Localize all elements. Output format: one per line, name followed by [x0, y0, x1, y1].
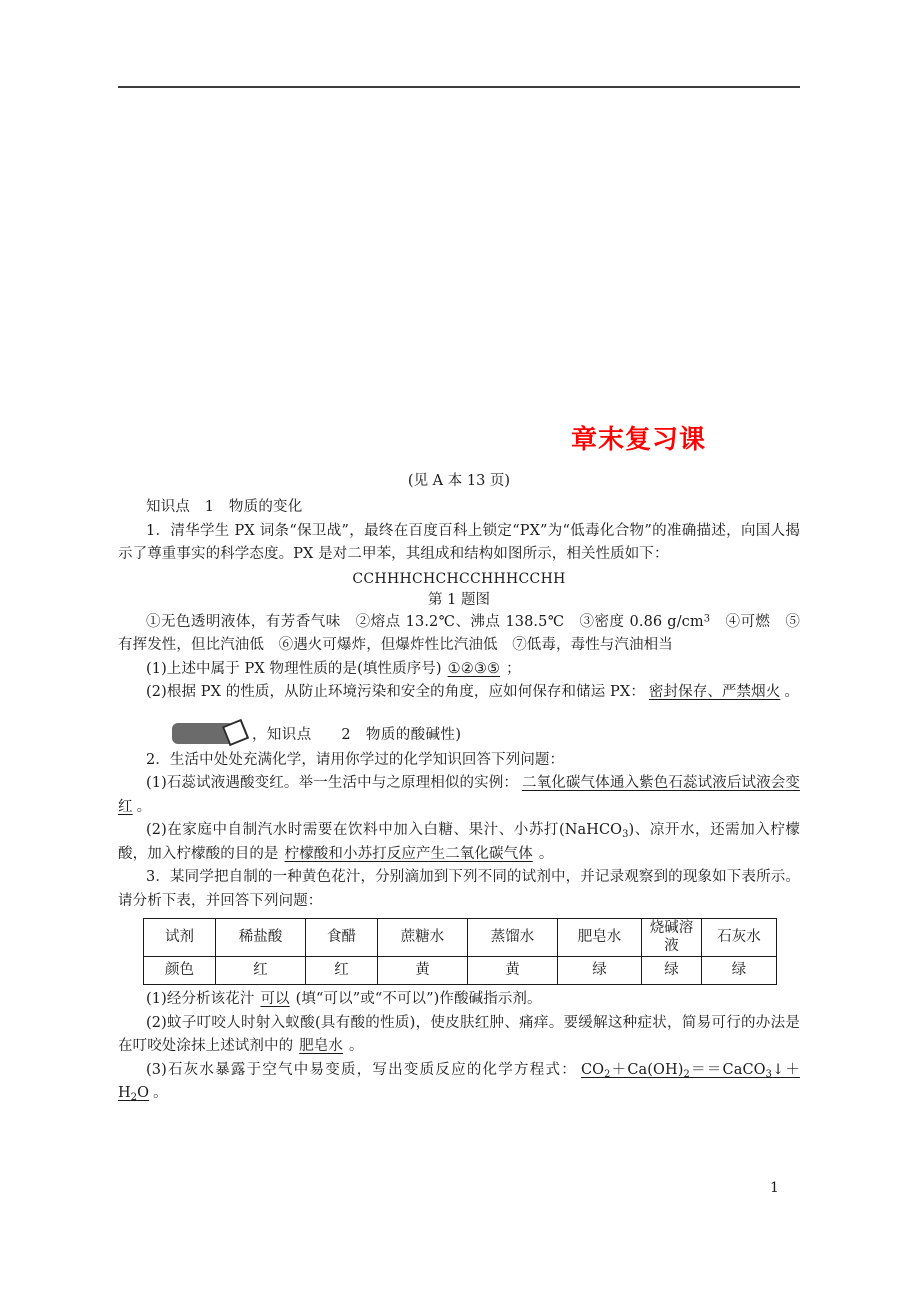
q3-sub1-prompt-a: (1)经分析该花汁 — [146, 991, 255, 1008]
document-content — [118, 424, 800, 1106]
q2-sub2-prompt-a: (2)在家庭中自制汽水时需要在饮料中加入白糖、果汁、小苏打(NaHCO — [146, 822, 623, 839]
eq-part-4: ↓＋H — [118, 1061, 800, 1102]
table-cell: 黄 — [468, 957, 558, 985]
eq-part-2: ＋Ca(OH) — [610, 1061, 684, 1078]
question-2-sub-2 — [118, 819, 800, 866]
structure-formula: CCHHHCHCHCCHHHCCHH — [352, 570, 566, 587]
table-row — [144, 957, 777, 985]
knowledge-point-2-banner — [118, 721, 800, 747]
density-unit-exponent: 3 — [703, 613, 711, 625]
question-1-sub-2 — [118, 681, 800, 704]
source-note: (见 A 本 13 页) — [407, 472, 511, 489]
q1-sub2-tail: 。 — [784, 684, 799, 701]
eq-part-5: O — [137, 1085, 150, 1102]
question-1-sub-1 — [118, 658, 800, 681]
question-2-body: 2．生活中处处充满化学，请用你学过的化学知识回答下列问题： — [146, 751, 565, 768]
table-cell: 试剂 — [144, 919, 216, 957]
q2-sub1-prompt: (1)石蕊试液遇酸变红。举一生活中与之原理相似的实例： — [146, 775, 519, 792]
properties-part-a: ①无色透明液体，有芳香气味 ②熔点 13.2℃、沸点 138.5℃ ③密度 0.86 g/cm — [146, 613, 704, 630]
chalk-eraser-icon — [172, 721, 250, 747]
q1-sub2-answer: 密封保存、严禁烟火 — [648, 684, 781, 701]
table-cell: 石灰水 — [702, 919, 777, 957]
q3-sub1-prompt-b: (填“可以”或“不可以”)作酸碱指示剂。 — [295, 991, 542, 1008]
question-2-sub-1 — [118, 772, 800, 819]
table-cell: 蔗糖水 — [378, 919, 468, 957]
q1-sub1-prompt: (1)上述中属于 PX 物理性质的是(填性质序号) — [146, 660, 442, 677]
page-title: 章末复习课 — [570, 425, 706, 455]
table-cell: 颜色 — [144, 957, 216, 985]
q2-sub2-answer: 柠檬酸和小苏打反应产生二氧化碳气体 — [284, 845, 533, 862]
eq-sub-4: 2 — [130, 1091, 138, 1103]
table-cell: 绿 — [702, 957, 777, 985]
table-cell: 红 — [216, 957, 306, 985]
q3-sub3-tail: 。 — [153, 1085, 168, 1102]
table-cell: 食醋 — [306, 919, 378, 957]
eq-part-3: ＝＝CaCO — [689, 1061, 766, 1078]
knowledge-point-2-heading: ，知识点 2 物质的酸碱性) — [252, 727, 462, 744]
table-cell: 肥皂水 — [558, 919, 642, 957]
table-row — [144, 919, 777, 957]
page-number: 1 — [770, 1180, 779, 1196]
nahco3-subscript: 3 — [622, 828, 629, 840]
eq-part-1: CO — [580, 1061, 605, 1078]
q1-sub2-prompt: (2)根据 PX 的性质，从防止环境污染和安全的角度，应如何保存和储运 PX： — [146, 684, 645, 701]
q3-sub2-tail: 。 — [349, 1038, 364, 1055]
q2-sub2-tail: 。 — [538, 845, 554, 862]
table-cell: 绿 — [558, 957, 642, 985]
eq-sub-2: 2 — [683, 1068, 690, 1080]
q3-sub2-prompt: (2)蚊子叮咬人时射入蚁酸(具有酸的性质)，使皮肤红肿、痛痒。要缓解这种症状，简易可行的办法是在叮咬处涂抹上述试剂中的 — [118, 1014, 800, 1055]
q1-sub1-tail: ； — [506, 660, 521, 677]
table-cell: 蒸馏水 — [468, 919, 558, 957]
question-1-body: 1．清华学生 PX 词条“保卫战”，最终在百度百科上锁定“PX”为“低毒化合物”的准确描述，向国人揭示了尊重事实的科学态度。PX 是对二甲苯，其组成和结构如图所示，相关性质如下： — [118, 522, 800, 563]
q2-sub1-answer: 二氧化碳气体通入紫色石蕊试液后试液会变红 — [118, 775, 800, 815]
properties-part-b: ④可燃 ⑤有挥发性，但比汽油低 ⑥遇火可爆炸，但爆炸性比汽油低 ⑦低毒，毒性与汽油相当 — [118, 613, 800, 654]
q3-sub3-prompt: (3)石灰水暴露于空气中易变质，写出变质反应的化学方程式： — [146, 1061, 577, 1078]
question-3-sub-2 — [118, 1012, 800, 1059]
q1-sub1-answer: ①②③⑤ — [447, 660, 501, 677]
knowledge-point-1-heading: 知识点 1 物质的变化 — [146, 499, 303, 516]
q3-sub2-answer: 肥皂水 — [299, 1038, 344, 1055]
table-cell: 黄 — [378, 957, 468, 985]
q3-sub1-answer: 可以 — [260, 991, 290, 1008]
figure-caption: 第 1 题图 — [428, 591, 490, 608]
question-3-sub-1 — [118, 988, 800, 1011]
question-3-sub-3 — [118, 1059, 800, 1106]
question-1-properties — [118, 611, 800, 658]
table-cell: 稀盐酸 — [216, 919, 306, 957]
question-3-body: 3．某同学把自制的一种黄色花汁，分别滴加到下列不同的试剂中，并记录观察到的现象如下表所示。请分析下表，并回答下列问题： — [118, 869, 800, 909]
table-cell: 红 — [306, 957, 378, 985]
reagent-color-table — [143, 918, 777, 985]
table-cell: 烧碱溶液 — [642, 919, 702, 957]
table-cell: 绿 — [642, 957, 702, 985]
eq-sub-3: 3 — [765, 1068, 773, 1080]
q2-sub2-prompt-b: )、凉开水，还需加入柠檬酸，加入柠檬酸的目的是 — [118, 822, 801, 862]
eq-sub-1: 2 — [604, 1068, 611, 1080]
q2-sub1-tail: 。 — [136, 798, 152, 815]
header-rule — [118, 86, 800, 88]
